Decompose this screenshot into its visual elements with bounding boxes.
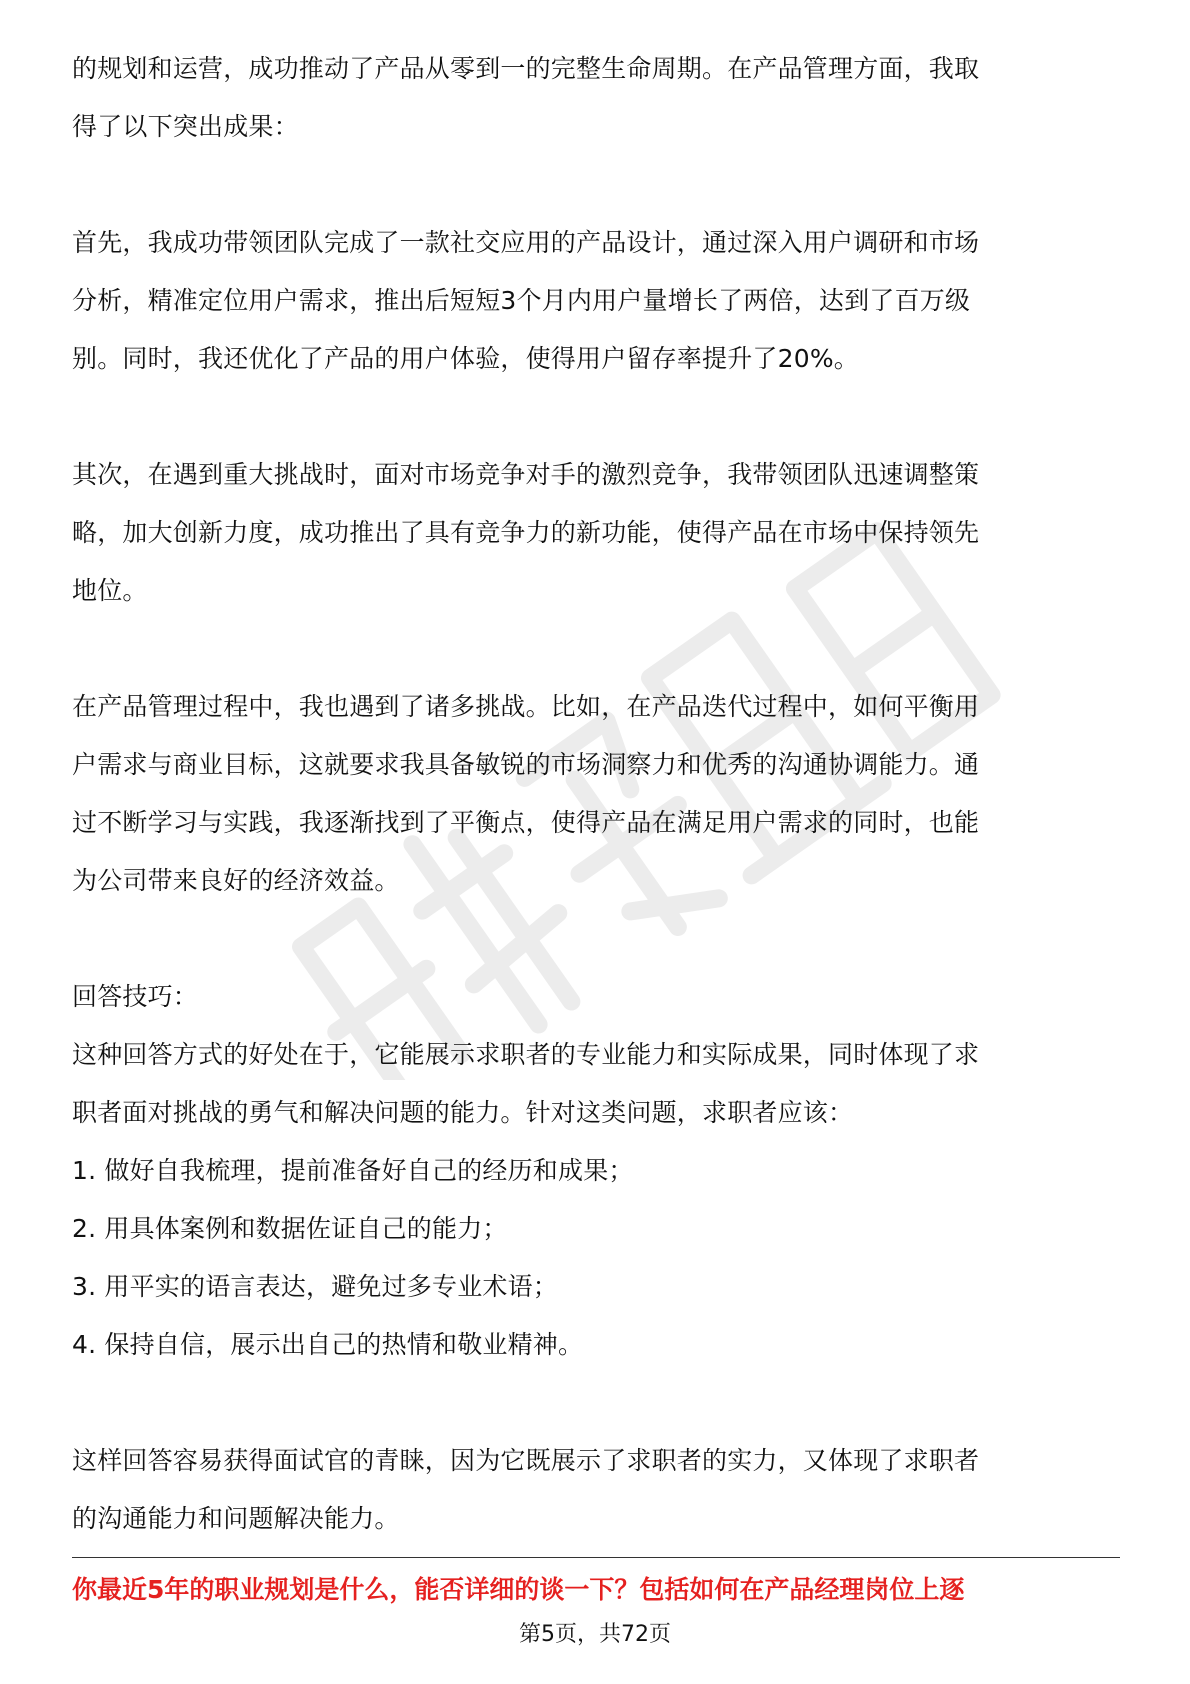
list-item: 3. 用平实的语言表达，避免过多专业术语； xyxy=(72,1272,559,1301)
paragraph-line: 分析，精准定位用户需求，推出后短短3个月内用户量增长了两倍，达到了百万级 xyxy=(72,286,971,315)
page-number: 第5页，共72页 xyxy=(519,1622,671,1647)
list-item: 4. 保持自信，展示出自己的热情和敬业精神。 xyxy=(72,1330,584,1359)
next-question-heading: 你最近5年的职业规划是什么，能否详细的谈一下？包括如何在产品经理岗位上逐 xyxy=(72,1575,965,1604)
main-content xyxy=(72,40,1120,1548)
list-item: 2. 用具体案例和数据佐证自己的能力； xyxy=(72,1214,508,1243)
tips-heading: 回答技巧： xyxy=(72,982,199,1011)
paragraph-line: 在产品管理过程中，我也遇到了诸多挑战。比如，在产品迭代过程中，如何平衡用 xyxy=(72,692,980,721)
paragraph-line: 为公司带来良好的经济效益。 xyxy=(72,866,400,895)
paragraph-line: 这种回答方式的好处在于，它能展示求职者的专业能力和实际成果，同时体现了求 xyxy=(72,1040,980,1069)
paragraph-line: 职者面对挑战的勇气和解决问题的能力。针对这类问题，求职者应该： xyxy=(72,1098,854,1127)
paragraph-line: 户需求与商业目标，这就要求我具备敏锐的市场洞察力和优秀的沟通协调能力。通 xyxy=(72,750,980,779)
paragraph-line: 地位。 xyxy=(72,576,148,605)
paragraph-line: 这样回答容易获得面试官的青睐，因为它既展示了求职者的实力，又体现了求职者 xyxy=(72,1446,980,1475)
paragraph-line: 略，加大创新力度，成功推出了具有竞争力的新功能，使得产品在市场中保持领先 xyxy=(72,518,980,547)
paragraph-line: 其次，在遇到重大挑战时，面对市场竞争对手的激烈竞争，我带领团队迅速调整策 xyxy=(72,460,980,489)
list-item: 1. 做好自我梳理，提前准备好自己的经历和成果； xyxy=(72,1156,634,1185)
paragraph-line: 的沟通能力和问题解决能力。 xyxy=(72,1504,400,1533)
paragraph-line: 首先，我成功带领团队完成了一款社交应用的产品设计，通过深入用户调研和市场 xyxy=(72,228,980,257)
footer-divider xyxy=(72,1557,1120,1558)
paragraph-line: 的规划和运营，成功推动了产品从零到一的完整生命周期。在产品管理方面，我取 xyxy=(72,54,980,83)
paragraph-line: 得了以下突出成果： xyxy=(72,112,299,141)
paragraph-line: 过不断学习与实践，我逐渐找到了平衡点，使得产品在满足用户需求的同时，也能 xyxy=(72,808,980,837)
paragraph-line: 别。同时，我还优化了产品的用户体验，使得用户留存率提升了20%。 xyxy=(72,344,859,373)
